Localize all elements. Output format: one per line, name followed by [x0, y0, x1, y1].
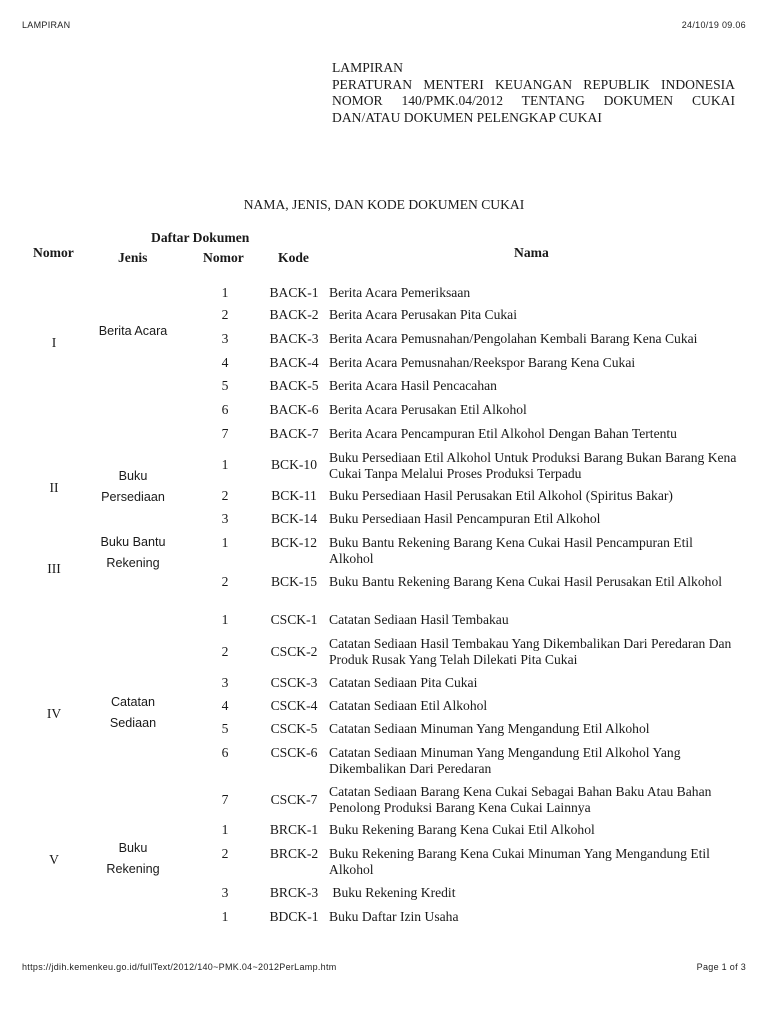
row-nama: Buku Persediaan Etil Alkohol Untuk Produksi Barang Bukan Barang Kena Cukai Tanpa Melalui Proses Produksi Terpadu	[329, 450, 737, 481]
group-jenis-label	[78, 321, 188, 342]
row-number: 2	[221, 644, 229, 659]
print-footer-url[interactable]: https://jdih.kemenkeu.go.id/fullText/2012/140~PMK.04~2012PerLamp.htm	[22, 962, 337, 972]
row-nama: Berita Acara Perusakan Etil Alkohol	[329, 402, 527, 417]
row-kode: CSCK-1	[270, 612, 318, 627]
row-kode: BACK-4	[269, 355, 319, 370]
row-kode: BCK-14	[270, 511, 318, 526]
row-kode: CSCK-2	[270, 644, 318, 659]
row-kode: BRCK-2	[269, 846, 319, 861]
row-number: 1	[221, 822, 229, 837]
print-header-left: LAMPIRAN	[22, 20, 71, 30]
row-number: 3	[221, 511, 229, 526]
group-jenis-line: Buku	[118, 469, 148, 483]
row-kode: BCK-10	[270, 457, 318, 472]
group-jenis-line: Rekening	[106, 862, 160, 876]
row-number: 3	[221, 675, 229, 690]
heading-line-3: NOMOR 140/PMK.04/2012 TENTANG DOKUMEN CUKAI	[332, 93, 735, 108]
col-header-daftar-dokumen: Daftar Dokumen	[151, 230, 250, 245]
row-kode: CSCK-6	[270, 745, 318, 760]
row-kode: CSCK-4	[270, 698, 318, 713]
row-number: 5	[221, 378, 229, 393]
group-jenis-line: Catatan	[110, 695, 156, 709]
row-kode: BACK-6	[269, 402, 319, 417]
row-nama: Buku Rekening Kredit	[329, 885, 456, 900]
group-jenis-line: Buku Bantu	[100, 535, 166, 549]
row-number: 1	[221, 909, 229, 924]
row-number: 1	[221, 457, 229, 472]
row-nama: Buku Rekening Barang Kena Cukai Etil Alkohol	[329, 822, 595, 837]
row-nama: Berita Acara Pemeriksaan	[329, 285, 471, 300]
row-number: 7	[221, 792, 229, 807]
group-jenis-label	[78, 466, 188, 508]
group-roman-numeral: III	[47, 561, 61, 576]
row-number: 5	[221, 721, 229, 736]
group-jenis-label	[78, 532, 188, 574]
row-nama: Catatan Sediaan Hasil Tembakau	[329, 612, 509, 627]
row-nama: Buku Persediaan Hasil Perusakan Etil Alkohol (Spiritus Bakar)	[329, 488, 673, 503]
row-number: 4	[221, 698, 229, 713]
heading-line-1: LAMPIRAN	[332, 60, 403, 75]
heading-line-2: PERATURAN MENTERI KEUANGAN REPUBLIK INDONESIA	[332, 76, 735, 92]
group-jenis-line: Persediaan	[101, 490, 165, 504]
row-nama: Catatan Sediaan Minuman Yang Mengandung Etil Alkohol Yang Dikembalikan Dari Peredaran	[329, 745, 681, 776]
row-number: 3	[221, 885, 229, 900]
row-nama: Catatan Sediaan Hasil Tembakau Yang Dikembalikan Dari Peredaran Dan Produk Rusak Yang Telah Dilekati Pita Cukai	[329, 636, 732, 667]
row-number: 3	[221, 331, 229, 346]
row-kode: CSCK-3	[270, 675, 318, 690]
row-number: 2	[221, 574, 229, 589]
row-number: 1	[221, 535, 229, 550]
row-nama: Buku Bantu Rekening Barang Kena Cukai Hasil Pencampuran Etil Alkohol	[329, 535, 693, 566]
group-roman-numeral: I	[51, 335, 57, 350]
regulation-heading	[332, 60, 735, 126]
row-number: 2	[221, 307, 229, 322]
col-header-jenis: Jenis	[118, 250, 148, 265]
row-nama: Berita Acara Perusakan Pita Cukai	[329, 307, 517, 322]
group-roman-numeral: V	[49, 852, 59, 867]
row-kode: BACK-7	[269, 426, 319, 441]
col-header-nomor: Nomor	[33, 245, 74, 260]
row-nama: Berita Acara Pemusnahan/Pengolahan Kembali Barang Kena Cukai	[329, 331, 698, 346]
row-kode: BRCK-3	[269, 885, 319, 900]
row-number: 7	[221, 426, 229, 441]
row-number: 1	[221, 285, 229, 300]
row-kode: CSCK-5	[270, 721, 318, 736]
group-jenis-label	[78, 692, 188, 734]
row-number: 6	[221, 745, 229, 760]
group-jenis-line: Rekening	[106, 556, 160, 570]
row-kode: CSCK-7	[270, 792, 318, 807]
row-kode: BRCK-1	[269, 822, 319, 837]
row-nama: Catatan Sediaan Pita Cukai	[329, 675, 478, 690]
row-kode: BACK-2	[269, 307, 319, 322]
col-header-nomor-sub: Nomor	[203, 250, 244, 265]
row-number: 2	[221, 488, 229, 503]
row-kode: BCK-11	[271, 488, 317, 503]
row-number: 4	[221, 355, 229, 370]
heading-line-4: DAN/ATAU DOKUMEN PELENGKAP CUKAI	[332, 109, 602, 125]
row-number: 1	[221, 612, 229, 627]
row-nama: Buku Rekening Barang Kena Cukai Minuman Yang Mengandung Etil Alkohol	[329, 846, 710, 877]
row-kode: BACK-5	[269, 378, 319, 393]
row-nama: Catatan Sediaan Etil Alkohol	[329, 698, 488, 713]
group-jenis-line: Berita Acara	[98, 324, 168, 338]
group-roman-numeral: II	[49, 480, 59, 495]
row-nama: Berita Acara Hasil Pencacahan	[329, 378, 497, 393]
row-nama: Buku Daftar Izin Usaha	[329, 909, 459, 924]
row-nama: Catatan Sediaan Barang Kena Cukai Sebagai Bahan Baku Atau Bahan Penolong Produksi Barang Kena Cukai Lainnya	[329, 784, 712, 815]
group-jenis-line: Buku	[118, 841, 148, 855]
col-header-nama: Nama	[514, 245, 549, 260]
row-number: 6	[221, 402, 229, 417]
row-kode: BDCK-1	[269, 909, 319, 924]
group-jenis-label	[78, 838, 188, 880]
row-kode: BACK-1	[269, 285, 319, 300]
row-nama: Buku Persediaan Hasil Pencampuran Etil Alkohol	[329, 511, 601, 526]
row-number: 2	[221, 846, 229, 861]
document-title: NAMA, JENIS, DAN KODE DOKUMEN CUKAI	[243, 197, 525, 212]
row-nama: Berita Acara Pencampuran Etil Alkohol Dengan Bahan Tertentu	[329, 426, 677, 441]
row-kode: BCK-12	[270, 535, 318, 550]
row-nama: Buku Bantu Rekening Barang Kena Cukai Hasil Perusakan Etil Alkohol	[329, 574, 723, 589]
row-kode: BCK-15	[270, 574, 318, 589]
row-nama: Catatan Sediaan Minuman Yang Mengandung Etil Alkohol	[329, 721, 650, 736]
print-header-date: 24/10/19 09.06	[681, 20, 746, 30]
col-header-kode: Kode	[278, 250, 309, 265]
row-nama: Berita Acara Pemusnahan/Reekspor Barang Kena Cukai	[329, 355, 636, 370]
group-roman-numeral: IV	[46, 706, 62, 721]
row-kode: BACK-3	[269, 331, 319, 346]
print-footer-page: Page 1 of 3	[696, 962, 746, 972]
group-jenis-line: Sediaan	[109, 716, 157, 730]
